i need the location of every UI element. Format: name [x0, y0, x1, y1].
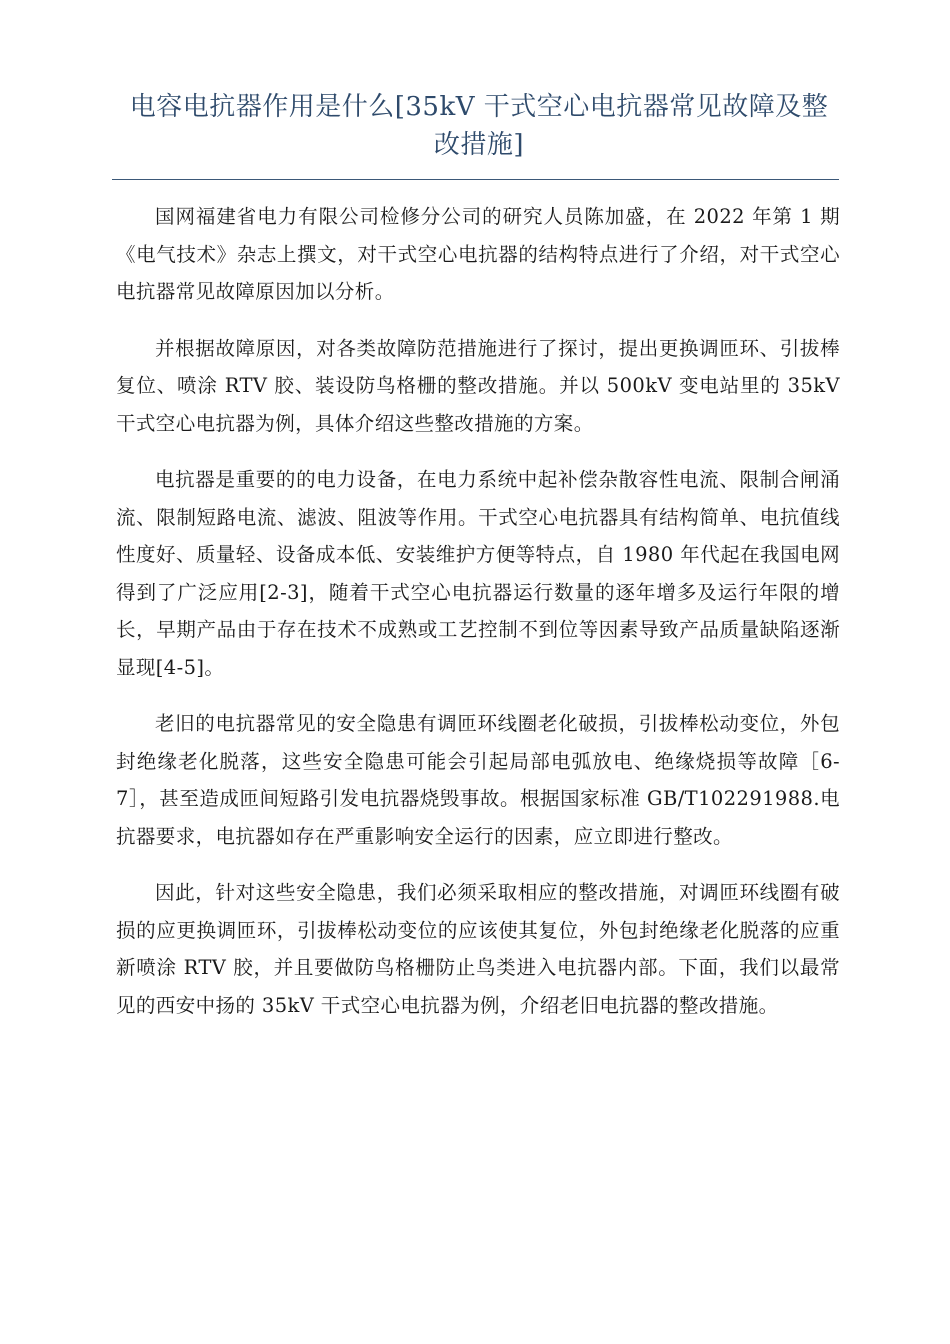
paragraph-hazards: 老旧的电抗器常见的安全隐患有调匝环线圈老化破损，引拔棒松动变位，外包封绝缘老化脱落，这些安全隐患可能会引起局部电弧放电、绝缘烧损等故障［6-7］，甚至造成匝间短路引发电抗器烧毁事故。根据国家标准 GB/T102291988.电抗器要求，电抗器如存在严重影响安全运行的因素，应立即进行整改。	[116, 712, 840, 848]
paragraph-background: 电抗器是重要的的电力设备，在电力系统中起补偿杂散容性电流、限制合闸涌流、限制短路电流、滤波、阻波等作用。干式空心电抗器具有结构简单、电抗值线性度好、质量轻、设备成本低、安装维护方便等特点，自 1980 年代起在我国电网得到了广泛应用[2-3]，随着干式空心电抗器运行数量的逐年增多及运行年限的增长，早期产品由于存在技术不成熟或工艺控制不到位等因素导致产品质量缺陷逐渐显现[4-5]。	[116, 468, 840, 679]
paragraph-rectification: 因此，针对这些安全隐患，我们必须采取相应的整改措施，对调匝环线圈有破损的应更换调匝环，引拔棒松动变位的应该使其复位，外包封绝缘老化脱落的应重新喷涂 RTV 胶，并且要做防鸟格栅防止鸟类进入电抗器内部。下面，我们以最常见的西安中扬的 35kV 干式空心电抗器为例，介绍老旧电抗器的整改措施。	[116, 881, 840, 1017]
document-body	[116, 198, 840, 1043]
title-divider	[112, 179, 839, 180]
paragraph-measures: 并根据故障原因，对各类故障防范措施进行了探讨，提出更换调匝环、引拔棒复位、喷涂 RTV 胶、装设防鸟格栅的整改措施。并以 500kV 变电站里的 35kV 干式空心电抗器为例，具体介绍这些整改措施的方案。	[116, 336, 840, 435]
paragraph-intro: 国网福建省电力有限公司检修分公司的研究人员陈加盛，在 2022 年第 1 期《电气技术》杂志上撰文，对干式空心电抗器的结构特点进行了介绍，对干式空心电抗器常见故障原因加以分析。	[116, 205, 840, 303]
document-title: 电容电抗器作用是什么[35kV 干式空心电抗器常见故障及整改措施]	[129, 92, 829, 160]
